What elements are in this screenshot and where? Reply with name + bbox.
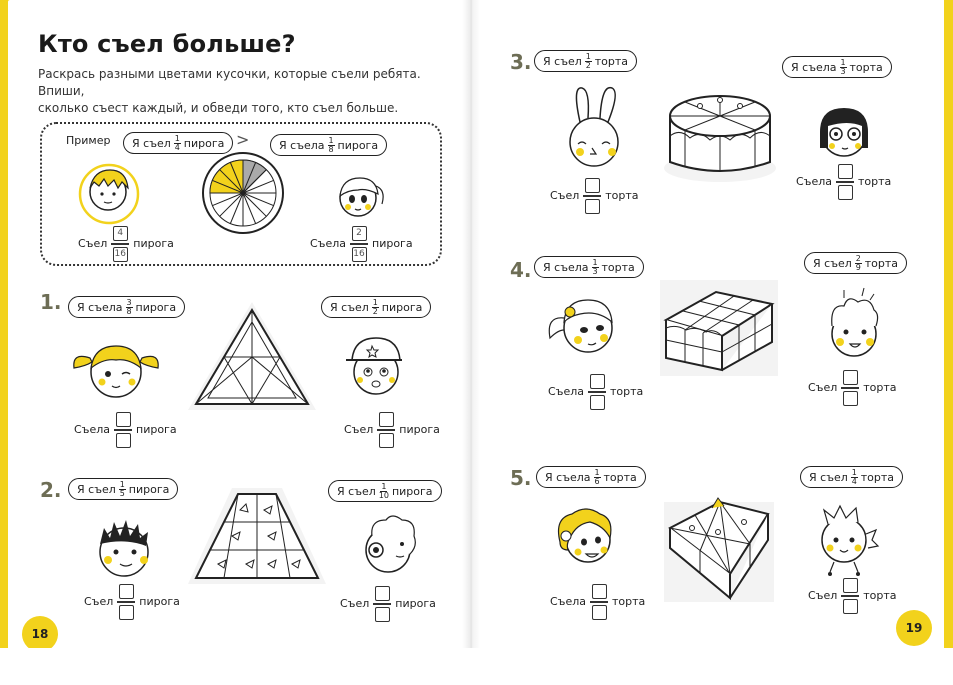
bubble-suffix: торта bbox=[594, 54, 629, 68]
task-5-triangle-cake-icon bbox=[660, 488, 778, 606]
fraction-numerator: 1 bbox=[119, 479, 125, 489]
ate-suffix: пирога bbox=[395, 597, 436, 611]
compare-sign: > bbox=[236, 130, 250, 149]
task-2-right-ate bbox=[340, 586, 436, 622]
example-pie-icon bbox=[200, 150, 286, 236]
answer-denominator-box[interactable] bbox=[585, 199, 600, 214]
bubble-fraction bbox=[855, 255, 862, 272]
page-number-left: 18 bbox=[22, 616, 58, 648]
answer-denominator-box: 16 bbox=[352, 247, 367, 262]
task-2-left-ate bbox=[84, 584, 180, 620]
answer-denominator-box[interactable] bbox=[379, 433, 394, 448]
fraction-numerator: 1 bbox=[592, 257, 598, 267]
left-page bbox=[8, 0, 470, 648]
fraction-denominator: 4 bbox=[174, 142, 180, 152]
bubble-suffix: пирога bbox=[183, 136, 225, 150]
bubble-text: Я съел bbox=[77, 482, 116, 496]
answer-numerator-box[interactable] bbox=[590, 374, 605, 389]
ate-label: Съела bbox=[310, 237, 346, 251]
bubble-fraction bbox=[840, 59, 847, 76]
answer-fraction[interactable] bbox=[590, 584, 608, 620]
task-2-number: 2. bbox=[40, 478, 62, 502]
bubble-text: Я съела bbox=[791, 60, 837, 74]
answer-denominator-box[interactable] bbox=[843, 599, 858, 614]
ate-suffix: торта bbox=[863, 381, 897, 395]
ate-suffix: пирога bbox=[372, 237, 413, 251]
answer-numerator-box: 4 bbox=[113, 226, 128, 241]
ate-suffix: торта bbox=[863, 589, 897, 603]
fraction-numerator: 1 bbox=[840, 57, 846, 67]
bubble-fraction bbox=[328, 137, 335, 154]
answer-fraction[interactable] bbox=[114, 412, 132, 448]
answer-denominator-box[interactable] bbox=[838, 185, 853, 200]
fraction-denominator: 3 bbox=[592, 266, 598, 276]
bubble-text: Я съела bbox=[279, 138, 325, 152]
task-4-left-bubble bbox=[534, 256, 644, 278]
bubble-suffix: пирога bbox=[381, 300, 423, 314]
task-5-number: 5. bbox=[510, 466, 532, 490]
task-5-curly-girl-face-icon bbox=[542, 498, 632, 578]
answer-numerator-box[interactable] bbox=[843, 578, 858, 593]
task-3-number: 3. bbox=[510, 50, 532, 74]
bubble-text: Я съел bbox=[132, 136, 171, 150]
task-1-right-ate bbox=[344, 412, 440, 448]
task-4-number: 4. bbox=[510, 258, 532, 282]
bubble-fraction bbox=[379, 483, 389, 500]
answer-numerator-box[interactable] bbox=[379, 412, 394, 427]
answer-numerator-box: 2 bbox=[352, 226, 367, 241]
ate-label: Съел bbox=[84, 595, 114, 609]
bubble-suffix: пирога bbox=[337, 138, 379, 152]
bubble-suffix: торта bbox=[864, 256, 899, 270]
example-girl-face-icon bbox=[330, 166, 390, 226]
ate-suffix: пирога bbox=[399, 423, 440, 437]
ate-label: Съел bbox=[340, 597, 370, 611]
ate-suffix: торта bbox=[858, 175, 892, 189]
bubble-text: Я съел bbox=[337, 484, 376, 498]
bubble-suffix: торта bbox=[603, 470, 637, 484]
answer-denominator-box[interactable] bbox=[590, 395, 605, 410]
fraction-numerator: 1 bbox=[174, 133, 180, 143]
answer-denominator-box[interactable] bbox=[843, 391, 858, 406]
fraction-denominator: 4 bbox=[851, 476, 857, 486]
instruction-line-2: сколько съест каждый, и обведи того, кто съел больше. bbox=[38, 101, 399, 115]
answer-fraction[interactable] bbox=[836, 164, 854, 200]
answer-numerator-box[interactable] bbox=[119, 584, 134, 599]
bubble-fraction bbox=[594, 469, 601, 486]
background-below-book bbox=[0, 648, 953, 685]
bubble-fraction bbox=[372, 299, 379, 316]
ate-suffix: пирога bbox=[136, 423, 177, 437]
instruction-text bbox=[38, 66, 448, 117]
bubble-suffix: торта bbox=[860, 470, 895, 484]
fraction-denominator: 5 bbox=[119, 488, 125, 498]
task-3-right-bubble bbox=[782, 56, 892, 78]
task-3-right-ate bbox=[796, 164, 891, 200]
instruction-line-1: Раскрась разными цветами кусочки, которые съели ребята. Впиши, bbox=[38, 67, 421, 98]
answer-denominator-box[interactable] bbox=[375, 607, 390, 622]
fraction-numerator: 1 bbox=[372, 297, 378, 307]
task-5-right-ate bbox=[808, 578, 897, 614]
answer-numerator-box[interactable] bbox=[375, 586, 390, 601]
page-title: Кто съел больше? bbox=[38, 30, 296, 58]
fraction-numerator: 1 bbox=[381, 481, 387, 491]
answer-fraction[interactable] bbox=[377, 412, 395, 448]
bubble-fraction bbox=[851, 469, 858, 486]
task-4-left-ate bbox=[548, 374, 643, 410]
task-1-triangle-pie-icon bbox=[184, 298, 320, 416]
bubble-text: Я съела bbox=[543, 260, 589, 274]
fraction-denominator: 8 bbox=[328, 144, 334, 154]
task-2-left-bubble bbox=[68, 478, 178, 500]
answer-fraction bbox=[350, 226, 368, 262]
task-3-girl-glasses-face-icon bbox=[808, 96, 888, 166]
answer-fraction[interactable] bbox=[373, 586, 391, 622]
ate-label: Съел bbox=[550, 189, 580, 203]
bubble-suffix: пирога bbox=[391, 484, 433, 498]
answer-fraction[interactable] bbox=[583, 178, 601, 214]
task-2-boy-face-icon bbox=[82, 508, 172, 588]
bubble-text: Я съел bbox=[813, 256, 852, 270]
task-1-left-bubble bbox=[68, 296, 185, 318]
example-label: Пример bbox=[66, 134, 111, 147]
answer-fraction bbox=[111, 226, 129, 262]
task-4-curly-boy-face-icon bbox=[814, 280, 894, 370]
bubble-fraction bbox=[592, 259, 599, 276]
answer-numerator-box[interactable] bbox=[843, 370, 858, 385]
ate-label: Съел bbox=[808, 381, 838, 395]
bubble-suffix: торта bbox=[601, 260, 635, 274]
answer-denominator-box[interactable] bbox=[119, 605, 134, 620]
fraction-numerator: 2 bbox=[855, 253, 861, 263]
fraction-numerator: 1 bbox=[851, 467, 857, 477]
ate-label: Съела bbox=[74, 423, 110, 437]
right-page bbox=[470, 0, 944, 652]
ate-label: Съела bbox=[796, 175, 832, 189]
fraction-numerator: 3 bbox=[126, 297, 132, 307]
example-boy-face-icon bbox=[74, 156, 144, 226]
ate-label: Съела bbox=[548, 385, 584, 399]
task-1-right-bubble bbox=[321, 296, 431, 318]
task-2-triangle-pie-icon bbox=[184, 484, 330, 590]
bubble-text: Я съел bbox=[809, 470, 848, 484]
answer-fraction[interactable] bbox=[588, 374, 606, 410]
bubble-text: Я съел bbox=[543, 54, 582, 68]
task-5-left-bubble bbox=[536, 466, 646, 488]
answer-numerator-box[interactable] bbox=[592, 584, 607, 599]
ate-suffix: торта bbox=[612, 595, 646, 609]
ate-suffix: пирога bbox=[139, 595, 180, 609]
answer-fraction[interactable] bbox=[117, 584, 135, 620]
fraction-numerator: 1 bbox=[594, 467, 600, 477]
task-4-girl-face-icon bbox=[540, 286, 630, 366]
answer-numerator-box[interactable] bbox=[838, 164, 853, 179]
ate-suffix: торта bbox=[605, 189, 639, 203]
task-2-right-bubble bbox=[328, 480, 442, 502]
ate-label: Съела bbox=[550, 595, 586, 609]
fraction-denominator: 2 bbox=[585, 60, 591, 70]
bubble-text: Я съел bbox=[330, 300, 369, 314]
task-4-right-bubble bbox=[804, 252, 907, 274]
answer-numerator-box[interactable] bbox=[116, 412, 131, 427]
fraction-denominator: 9 bbox=[855, 262, 861, 272]
bubble-fraction bbox=[585, 53, 592, 70]
task-3-left-ate bbox=[550, 178, 639, 214]
ate-suffix: торта bbox=[610, 385, 644, 399]
answer-fraction[interactable] bbox=[841, 578, 859, 614]
task-4-square-cake-icon bbox=[656, 270, 782, 380]
example-girl-ate bbox=[310, 226, 413, 262]
answer-denominator-box[interactable] bbox=[116, 433, 131, 448]
bubble-suffix: пирога bbox=[135, 300, 177, 314]
fraction-numerator: 1 bbox=[585, 51, 591, 61]
answer-fraction[interactable] bbox=[841, 370, 859, 406]
fraction-denominator: 10 bbox=[378, 490, 389, 500]
answer-denominator-box: 16 bbox=[113, 247, 128, 262]
ate-label: Съел bbox=[78, 237, 108, 251]
task-5-right-bubble bbox=[800, 466, 903, 488]
answer-denominator-box[interactable] bbox=[592, 605, 607, 620]
task-5-dragon-face-icon bbox=[806, 494, 886, 580]
fraction-denominator: 2 bbox=[372, 306, 378, 316]
task-1-boy-face-icon bbox=[342, 326, 412, 406]
bubble-suffix: торта bbox=[849, 60, 883, 74]
task-1-girl-face-icon bbox=[66, 328, 166, 408]
fraction-denominator: 6 bbox=[594, 476, 600, 486]
bubble-text: Я съела bbox=[77, 300, 123, 314]
page-number-right: 19 bbox=[896, 610, 932, 646]
bubble-fraction bbox=[119, 481, 126, 498]
bubble-fraction bbox=[174, 135, 181, 152]
task-4-right-ate bbox=[808, 370, 897, 406]
task-5-left-ate bbox=[550, 584, 645, 620]
bubble-fraction bbox=[126, 299, 133, 316]
task-3-left-bubble bbox=[534, 50, 637, 72]
example-boy-ate bbox=[78, 226, 174, 262]
ate-label: Съел bbox=[808, 589, 838, 603]
task-3-round-cake-icon bbox=[660, 76, 780, 186]
task-1-left-ate bbox=[74, 412, 177, 448]
task-2-curly-boy-face-icon bbox=[352, 506, 432, 586]
task-3-bunny-face-icon bbox=[554, 82, 634, 172]
task-1-number: 1. bbox=[40, 290, 62, 314]
bubble-text: Я съела bbox=[545, 470, 591, 484]
fraction-numerator: 1 bbox=[328, 135, 334, 145]
fraction-denominator: 3 bbox=[840, 66, 846, 76]
ate-label: Съел bbox=[344, 423, 374, 437]
bubble-suffix: пирога bbox=[128, 482, 170, 496]
fraction-denominator: 8 bbox=[126, 306, 132, 316]
answer-numerator-box[interactable] bbox=[585, 178, 600, 193]
ate-suffix: пирога bbox=[133, 237, 174, 251]
example-girl-bubble bbox=[270, 134, 387, 156]
